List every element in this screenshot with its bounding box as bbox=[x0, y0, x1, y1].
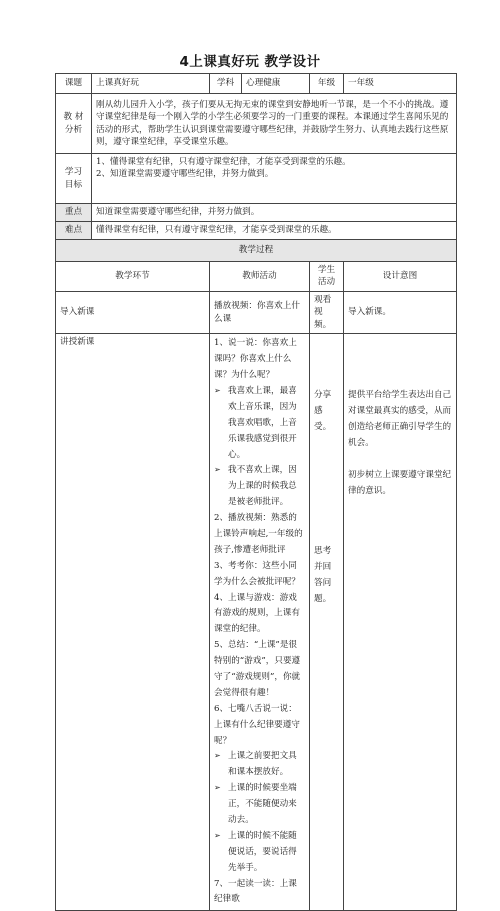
list-item: ➢ 上课的时候不能随便说话，要说话得先举手。 bbox=[214, 829, 305, 877]
teacher-step-5: 5、总结：“上课”是很特别的“游戏”，只要遵守了“游戏规则”，你就会觉得很有趣！ bbox=[214, 640, 301, 698]
arrowhead-bullet-icon: ➢ bbox=[214, 751, 221, 761]
intro-teacher: 播放视频：你喜欢上什么课 bbox=[210, 291, 310, 333]
design-intent-2: 初步树立上课要遵守课堂纪律的意识。 bbox=[348, 469, 452, 496]
list-item: ➢ 我不喜欢上课，因为上课的时候我总是被老师批评。 bbox=[214, 463, 305, 511]
teacher-step-1: 1、说一说：你喜欢上课吗？你喜欢上什么课？为什么呢？ bbox=[214, 338, 297, 381]
lesson-plan-table bbox=[55, 73, 457, 911]
arrowhead-bullet-icon: ➢ bbox=[214, 830, 221, 840]
goals-list bbox=[92, 154, 457, 204]
arrowhead-bullet-icon: ➢ bbox=[214, 783, 221, 793]
lesson-stage: 讲授新课 bbox=[56, 334, 210, 911]
info-row bbox=[56, 74, 457, 94]
difficulty-label: 难点 bbox=[56, 222, 92, 240]
lesson-intent bbox=[344, 334, 457, 911]
intro-row bbox=[56, 291, 457, 333]
col-stage: 教学环节 bbox=[56, 262, 210, 292]
grade-label: 年级 bbox=[310, 74, 344, 94]
key-point-label: 重点 bbox=[56, 204, 92, 222]
teacher-step-3: 3、考考你：这些小同学为什么会被批评呢？ bbox=[214, 560, 300, 587]
analysis-row bbox=[56, 94, 457, 154]
topic-value: 上课真好玩 bbox=[92, 74, 210, 94]
arrowhead-bullet-icon: ➢ bbox=[214, 465, 221, 475]
topic-label: 课题 bbox=[56, 74, 92, 94]
col-teacher: 教师活动 bbox=[210, 262, 310, 292]
list-item: ➢ 上课的时候要坐端正，不能随便动来动去。 bbox=[214, 781, 305, 829]
analysis-text: 刚从幼儿园升入小学，孩子们要从无拘无束的课堂到安静地听一节课，是一个不小的挑战。遵守课堂纪律是每一个刚入学的小学生必须要学习的一门重要的课程。本课通过学生喜闻乐见的活动的形式，帮助学生认识到课堂需要遵守哪些纪律，并鼓励学生努力、认真地去践行这些原则，遵守课堂纪律，享受课堂乐趣。 bbox=[92, 94, 457, 154]
col-student: 学生活动 bbox=[310, 262, 344, 292]
intro-student: 观看视频。 bbox=[310, 291, 344, 333]
goals-label: 学习 目标 bbox=[56, 154, 92, 204]
difficulty-row bbox=[56, 222, 457, 240]
student-activity-1: 分享感受。 bbox=[314, 390, 332, 433]
process-header: 教学过程 bbox=[56, 240, 457, 262]
student-activity-2: 思考并回答问题。 bbox=[314, 545, 332, 604]
key-point-row bbox=[56, 204, 457, 222]
lesson-row bbox=[56, 334, 457, 911]
list-item: ➢ 上课之前要把文具和课本摆放好。 bbox=[214, 749, 305, 781]
grade-value: 一年级 bbox=[344, 74, 457, 94]
page-title: 4上课真好玩 教学设计 bbox=[179, 54, 321, 70]
lesson-teacher bbox=[210, 334, 310, 911]
col-intent: 设计意图 bbox=[344, 262, 457, 292]
key-point-text: 知道课堂需要遵守哪些纪律，并努力做到。 bbox=[92, 204, 457, 222]
intro-intent: 导入新课。 bbox=[344, 291, 457, 333]
teacher-step-2: 2、播放视频：熟悉的上课铃声响起,一年级的孩子,惨遭老师批评 bbox=[214, 513, 303, 555]
list-item: ➢ 我喜欢上课，最喜欢上音乐课，因为我喜欢唱歌，上音乐课我感觉到很开心。 bbox=[214, 384, 305, 463]
difficulty-text: 懂得课堂有纪律，只有遵守课堂纪律，才能享受到课堂的乐趣。 bbox=[92, 222, 457, 240]
goals-row bbox=[56, 154, 457, 204]
subject-value: 心理健康 bbox=[242, 74, 310, 94]
goal-item: 1、懂得课堂有纪律，只有遵守课堂纪律，才能享受到课堂的乐趣。 bbox=[96, 157, 351, 167]
subject-label: 学科 bbox=[210, 74, 242, 94]
intro-stage: 导入新课 bbox=[56, 291, 210, 333]
teacher-step-4: 4、上课与游戏：游戏有游戏的规则，上课有课堂的纪律。 bbox=[214, 592, 300, 635]
goal-item: 2、知道课堂需要遵守哪些纪律，并努力做到。 bbox=[96, 169, 274, 180]
design-intent-1: 提供平台给学生表达出自己对课堂最真实的感受，从而创造给老师正确引导学生的机会。 bbox=[348, 390, 452, 448]
teacher-step-6: 6、七嘴八舌说一说：上课有什么纪律要遵守呢？ bbox=[214, 703, 300, 746]
process-header-row bbox=[56, 240, 457, 262]
lesson-student bbox=[310, 334, 344, 911]
analysis-label: 教 材 分析 bbox=[56, 94, 92, 154]
teacher-step-7: 7、一起读一读：上课纪律歌 bbox=[214, 878, 297, 905]
process-columns-row bbox=[56, 262, 457, 292]
arrowhead-bullet-icon: ➢ bbox=[214, 385, 221, 395]
